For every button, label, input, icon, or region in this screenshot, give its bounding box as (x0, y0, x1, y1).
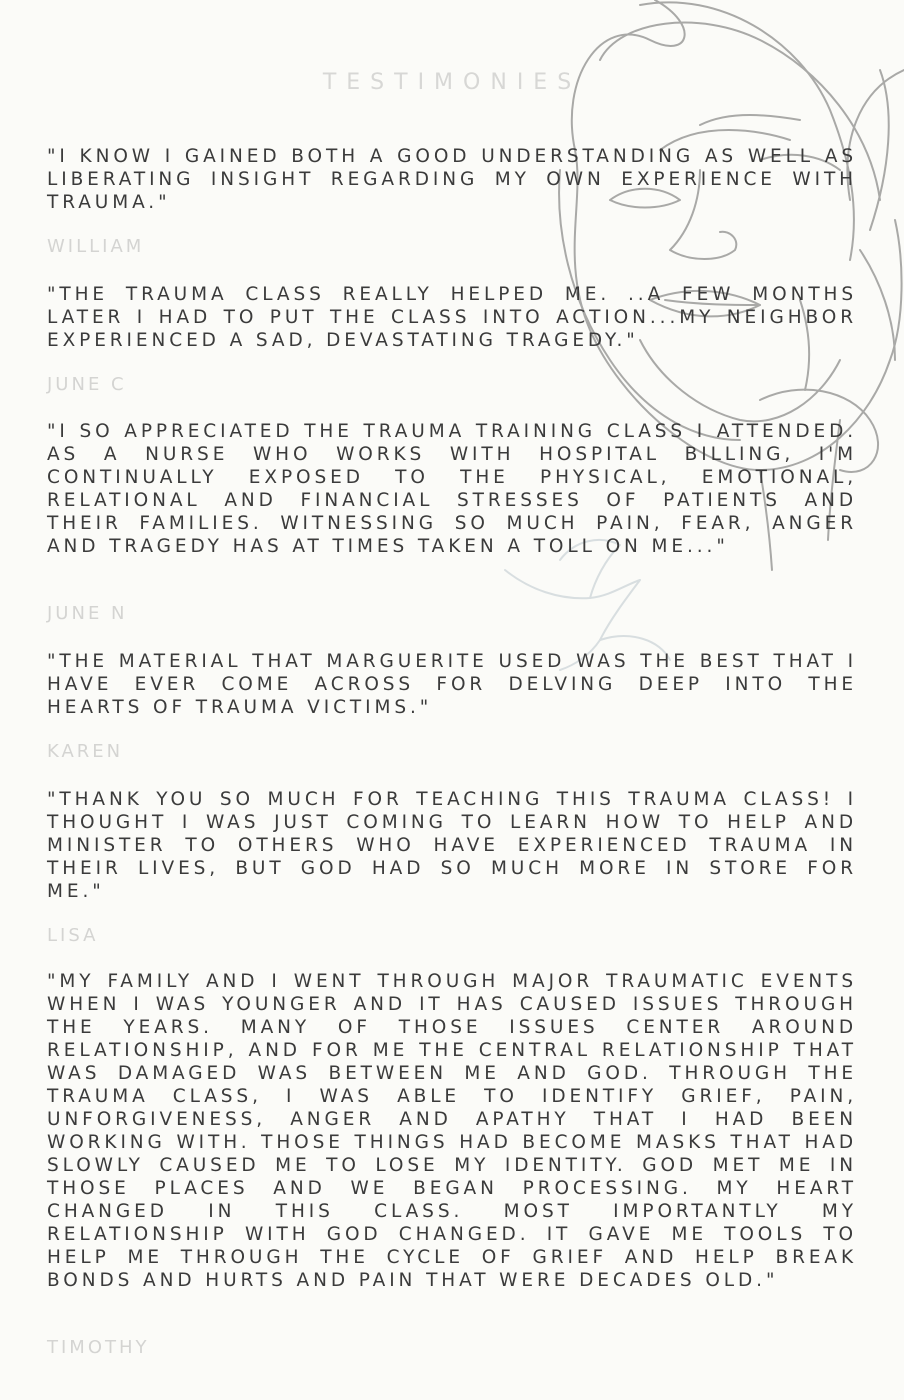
testimony-author-timothy: TIMOTHY (47, 1337, 150, 1358)
page-title: TESTIMONIES (322, 70, 582, 95)
testimony-author-karen: KAREN (47, 741, 124, 762)
testimony-author-june-c: JUNE C (47, 374, 127, 395)
testimony-author-june-n: JUNE N (47, 603, 128, 624)
testimony-quote-timothy: "MY FAMILY AND I WENT THROUGH MAJOR TRAUMATIC EVENTS WHEN I WAS YOUNGER AND IT HAS CAUSED ISSUES THROUGH THE YEARS. MANY OF THOSE ISSUES CENTER AROUND RELATIONSHIP, AND FOR ME THE CENTRAL RELATIONSHIP THAT WAS DAMAGED WAS BETWEEN ME AND GOD. THROUGH THE TRAUMA CLASS, I WAS ABLE TO IDENTIFY GRIEF, PAIN, UNFORGIVENESS, ANGER AND APATHY THAT I HAD BEEN WORKING WITH. THOSE THINGS HAD BECOME MASKS THAT HAD SLOWLY CAUSED ME TO LOSE MY IDENTITY. GOD MET ME IN THOSE PLACES AND WE BEGAN PROCESSING. MY HEART CHANGED IN THIS CLASS. MOST IMPORTANTLY MY RELATIONSHIP WITH GOD CHANGED. IT GAVE ME TOOLS TO HELP ME THROUGH THE CYCLE OF GRIEF AND HELP BREAK BONDS AND HURTS AND PAIN THAT WERE DECADES OLD." (47, 971, 857, 1291)
brow-line-2 (700, 115, 800, 125)
testimony-author-william: WILLIAM (47, 236, 145, 257)
testimony-quote-william: "I KNOW I GAINED BOTH A GOOD UNDERSTANDING AS WELL AS LIBERATING INSIGHT REGARDING MY OWN EXPERIENCE WITH TRAUMA." (47, 146, 857, 213)
testimony-quote-karen: "THE MATERIAL THAT MARGUERITE USED WAS THE BEST THAT I HAVE EVER COME ACROSS FOR DELVING DEEP INTO THE HEARTS OF TRAUMA VICTIMS." (47, 651, 857, 718)
hair-line (640, 2, 854, 260)
jaw-line (640, 340, 840, 421)
testimony-quote-june-c: "THE TRAUMA CLASS REALLY HELPED ME. ..A FEW MONTHS LATER I HAD TO PUT THE CLASS INTO ACTION...MY NEIGHBOR EXPERIENCED A SAD, DEVASTATING TRAGEDY." (47, 284, 857, 351)
testimony-quote-lisa: "THANK YOU SO MUCH FOR TEACHING THIS TRAUMA CLASS! I THOUGHT I WAS JUST COMING TO LEARN HOW TO HELP AND MINISTER TO OTHERS WHO HAVE EXPERIENCED TRAUMA IN THEIR LIVES, BUT GOD HAD SO MUCH MORE IN STORE FOR ME." (47, 789, 857, 902)
dove-line (505, 570, 670, 660)
finger-line (860, 250, 895, 360)
testimony-author-lisa: LISA (47, 925, 99, 946)
testimony-quote-june-n: "I SO APPRECIATED THE TRAUMA TRAINING CLASS I ATTENDED. AS A NURSE WHO WORKS WITH HOSPITAL BILLING, I'M CONTINUALLY EXPOSED TO THE PHYSICAL, EMOTIONAL, RELATIONAL AND FINANCIAL STRESSES OF PATIENTS AND THEIR FAMILIES. WITNESSING SO MUCH PAIN, FEAR, ANGER AND TRAGEDY HAS AT TIMES TAKEN A TOLL ON ME..." (47, 421, 857, 557)
